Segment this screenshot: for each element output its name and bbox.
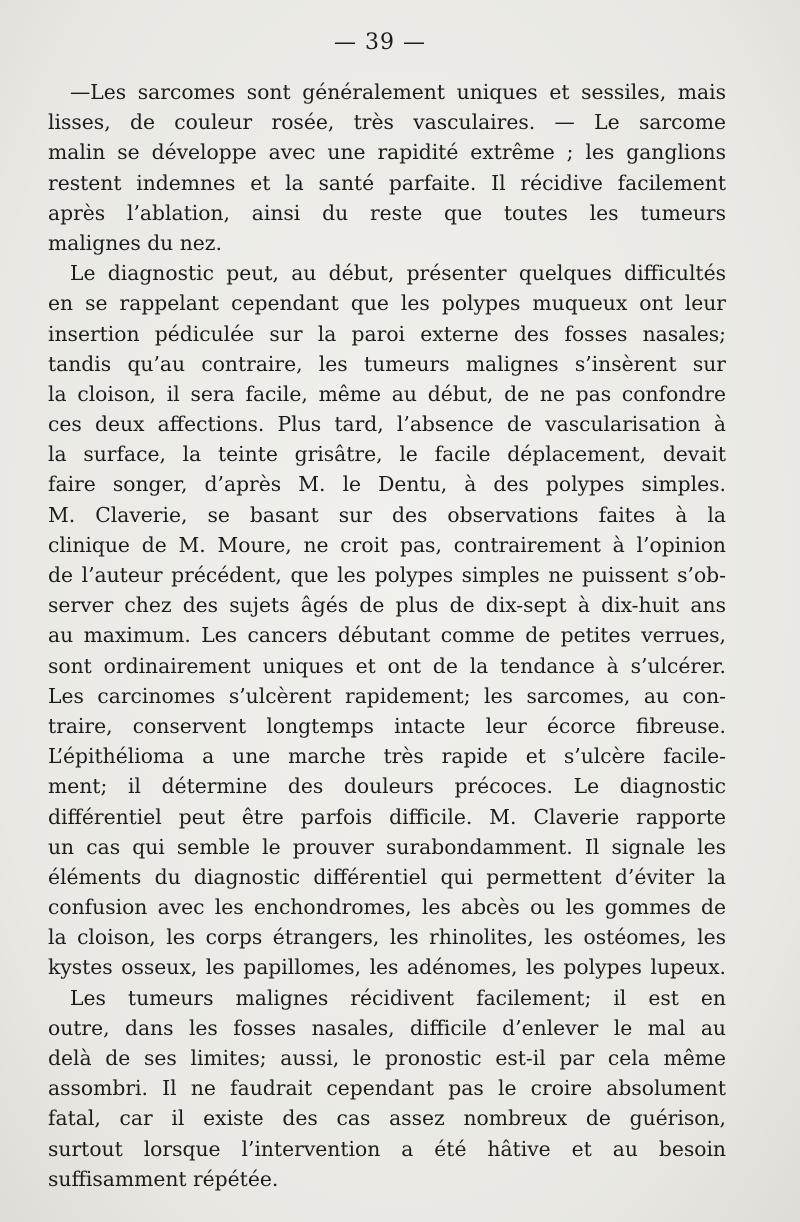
text-line: traire, conservent longtemps intacte leur écorce fibreuse. (48, 713, 726, 738)
text-line: éléments du diagnostic différentiel qui permettent d’éviter la (48, 864, 726, 889)
text-line: restent indemnes et la santé parfaite. Il récidive facilement (48, 170, 726, 195)
text-line: malignes du nez. (48, 230, 222, 255)
text-line: confusion avec les enchondromes, les abcès ou les gommes de (48, 895, 726, 920)
page-number: — 39 — (334, 30, 426, 55)
text-line: insertion pédiculée sur la paroi externe des fosses nasales; (48, 321, 726, 346)
text-line: malin se développe avec une rapidité extrême ; les ganglions (48, 140, 726, 165)
text-line: clinique de M. Moure, ne croit pas, contrairement à l’opinion (48, 532, 726, 557)
text-line: assombri. Il ne faudrait cependant pas le croire absolument (48, 1076, 726, 1101)
text-line: delà de ses limites; aussi, le pronostic est-il par cela même (48, 1046, 726, 1070)
text-line: lisses, de couleur rosée, très vasculaires. — Le sarcome (48, 110, 726, 135)
text-line: tandis qu’au contraire, les tumeurs malignes s’insèrent sur (48, 351, 726, 376)
text-line: un cas qui semble le prouver surabondamment. Il signale les (48, 834, 726, 859)
body-text (48, 77, 726, 1194)
text-line: en se rappelant cependant que les polypes muqueux ont leur (48, 291, 726, 316)
text-line: Les tumeurs malignes récidivent facilement; il est en (70, 985, 726, 1010)
text-line: ment; il détermine des douleurs précoces. Le diagnostic (48, 774, 726, 799)
text-line: la surface, la teinte grisâtre, le facile déplacement, devait (48, 442, 726, 467)
text-line: kystes osseux, les papillomes, les adénomes, les polypes lupeux. (48, 955, 726, 980)
text-line: fatal, car il existe des cas assez nombreux de guérison, (48, 1106, 726, 1131)
text-line: faire songer, d’après M. le Dentu, à des polypes simples. (48, 472, 726, 497)
text-line: sont ordinairement uniques et ont de la tendance à s’ulcérer. (48, 653, 726, 678)
text-line: outre, dans les fosses nasales, difficile d’enlever le mal au (48, 1015, 726, 1040)
text-line: la cloison, il sera facile, même au début, de ne pas confondre (48, 381, 726, 406)
text-line: ces deux affections. Plus tard, l’absence de vascularisation à (48, 412, 726, 437)
text-line: suffisamment répétée. (48, 1166, 279, 1191)
text-line: surtout lorsque l’intervention a été hâtive et au besoin (48, 1136, 726, 1161)
text-line: la cloison, les corps étrangers, les rhinolites, les ostéomes, les (48, 925, 726, 950)
text-line: —Les sarcomes sont généralement uniques et sessiles, mais (70, 80, 726, 104)
text-line: après l’ablation, ainsi du reste que toutes les tumeurs (48, 200, 726, 225)
text-line: M. Claverie, se basant sur des observations faites à la (48, 502, 726, 527)
text-line: au maximum. Les cancers débutant comme de petites verrues, (48, 623, 726, 648)
text-line: server chez des sujets âgés de plus de dix-sept à dix-huit ans (48, 593, 726, 618)
text-line: Le diagnostic peut, au début, présenter quelques difficultés (70, 261, 726, 286)
text-line: de l’auteur précédent, que les polypes simples ne puissent s’ob- (48, 563, 726, 587)
text-line: Les carcinomes s’ulcèrent rapidement; les sarcomes, au con- (48, 683, 726, 708)
text-line: différentiel peut être parfois difficile. M. Claverie rapporte (48, 804, 726, 829)
text-line: L’épithélioma a une marche très rapide et s’ulcère facile- (48, 744, 726, 769)
